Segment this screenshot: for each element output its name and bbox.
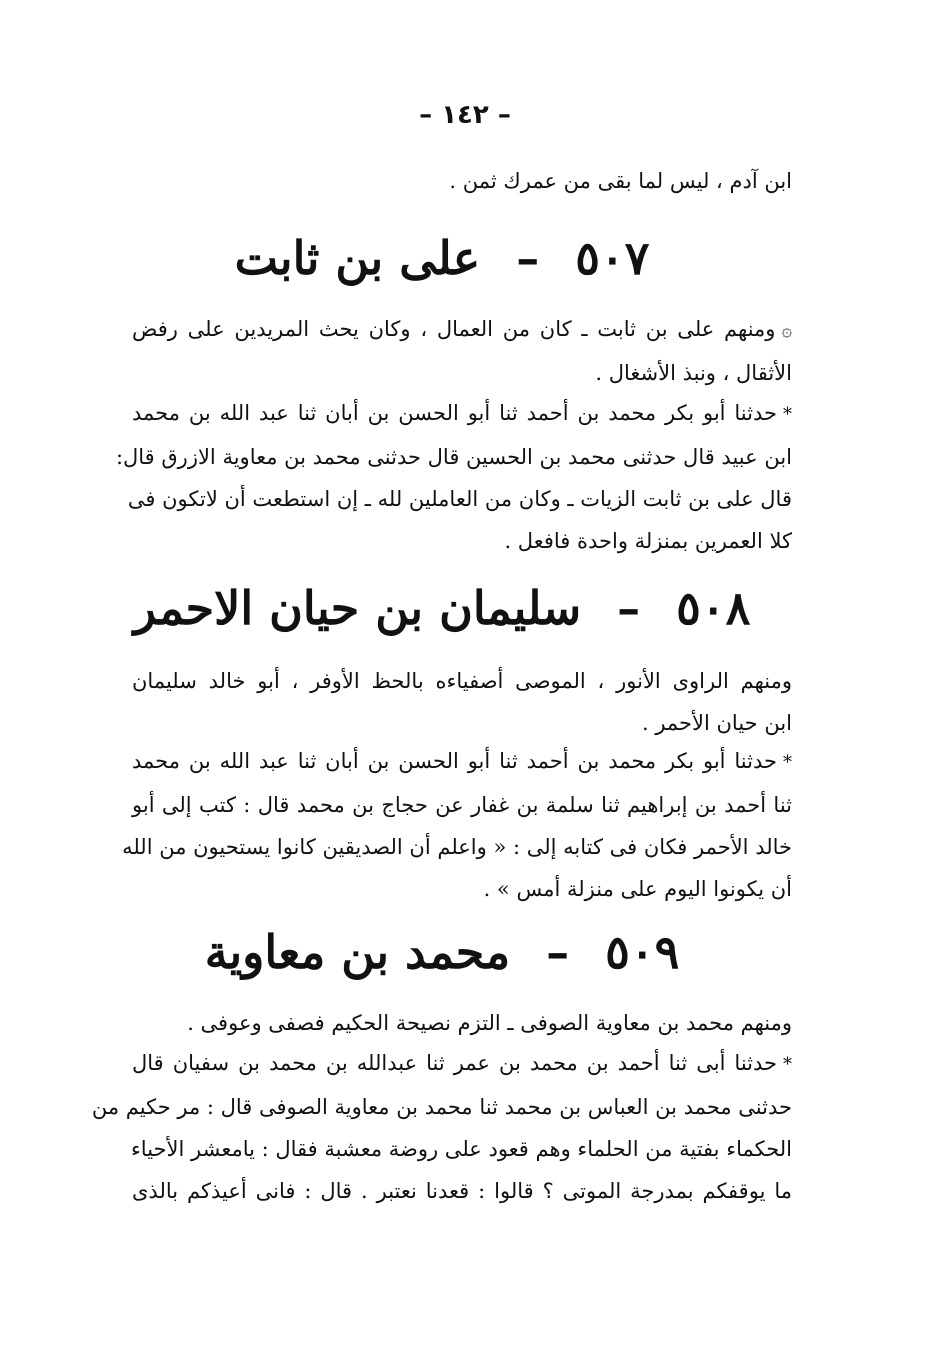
- intro-line: ابن آدم ، ليس لما بقى من عمرك ثمن .: [449, 169, 792, 193]
- intro-paragraph: [132, 160, 792, 202]
- text-line: *حدثنا أبو بكر محمد بن أحمد ثنا أبو الحسن بن أبان ثنا عبد الله بن محمد: [132, 740, 792, 784]
- text-line: الحكماء بفتية من الحلماء وهم قعود على روضة معشبة فقال : يامعشر الأحياء: [130, 1137, 792, 1161]
- text-line: ابن عبيد قال حدثنى محمد بن الحسين قال حدثنى محمد بن معاوية الازرق قال:: [115, 445, 792, 469]
- section-name: سليمان بن حيان الاحمر: [133, 581, 582, 635]
- section-509-hadith: [91, 1042, 792, 1212]
- text-line: حدثنى محمد بن العباس بن محمد ثنا محمد بن معاوية الصوفى قال : مر حكيم من: [91, 1095, 792, 1119]
- text-line: ۞ومنهم على بن ثابت ـ كان من العمال ، وكان يحث المريدين على رفض: [132, 308, 792, 352]
- section-heading-509: [132, 922, 752, 982]
- section-heading-508: [132, 578, 752, 638]
- page-number: – ١٤٢ –: [419, 100, 511, 130]
- text-line: ما يوقفكم بمدرجة الموتى ؟ قالوا : قعدنا نعتبر . قال : فانى أعيذكم بالذى: [132, 1179, 792, 1203]
- asterisk-icon: *: [783, 1054, 792, 1075]
- section-name: محمد بن معاوية: [204, 925, 511, 979]
- text-line: ومنهم محمد بن معاوية الصوفى ـ التزم نصيحة الحكيم فصفى وعوفى .: [187, 1011, 792, 1035]
- ornament-icon: ۞: [781, 320, 792, 341]
- section-separator: –: [617, 581, 641, 635]
- text-line: الأثقال ، ونبذ الأشغال .: [595, 361, 792, 385]
- text-line: *حدثنا أبو بكر محمد بن أحمد ثنا أبو الحسن بن أبان ثنا عبد الله بن محمد: [132, 392, 792, 436]
- section-507-hadith: [115, 392, 792, 562]
- section-separator: –: [546, 925, 570, 979]
- text-line: *حدثنا أبى ثنا أحمد بن محمد بن عمر ثنا عبدالله بن محمد بن سفيان قال: [132, 1042, 792, 1086]
- section-508-hadith: [122, 740, 792, 910]
- text-line: قال على بن ثابت الزيات ـ وكان من العاملين لله ـ إن استطعت أن لاتكون فى: [127, 487, 792, 511]
- section-name: على بن ثابت: [234, 231, 481, 285]
- text-line: كلا العمرين بمنزلة واحدة فافعل .: [504, 529, 792, 553]
- asterisk-icon: *: [783, 752, 792, 773]
- section-number: ٥٠٩: [605, 925, 680, 979]
- section-508-intro: [132, 660, 792, 744]
- section-separator: –: [516, 231, 540, 285]
- section-heading-507: [132, 228, 752, 288]
- section-509-intro: [132, 1002, 792, 1044]
- text-line: ابن حيان الأحمر .: [641, 711, 792, 735]
- section-number: ٥٠٧: [575, 231, 650, 285]
- section-507-intro: [132, 308, 792, 394]
- asterisk-icon: *: [783, 404, 792, 425]
- section-number: ٥٠٨: [676, 581, 751, 635]
- text-line: أن يكونوا اليوم على منزلة أمس » .: [483, 877, 792, 901]
- text-line: خالد الأحمر فكان فى كتابه إلى : « واعلم أن الصديقين كانوا يستحيون من الله: [122, 835, 792, 859]
- text-line: ومنهم الراوى الأنور ، الموصى أصفياءه بالحظ الأوفر ، أبو خالد سليمان: [132, 669, 792, 693]
- text-line: ثنا أحمد بن إبراهيم ثنا سلمة بن غفار عن حجاج بن محمد قال : كتب إلى أبو: [132, 793, 792, 817]
